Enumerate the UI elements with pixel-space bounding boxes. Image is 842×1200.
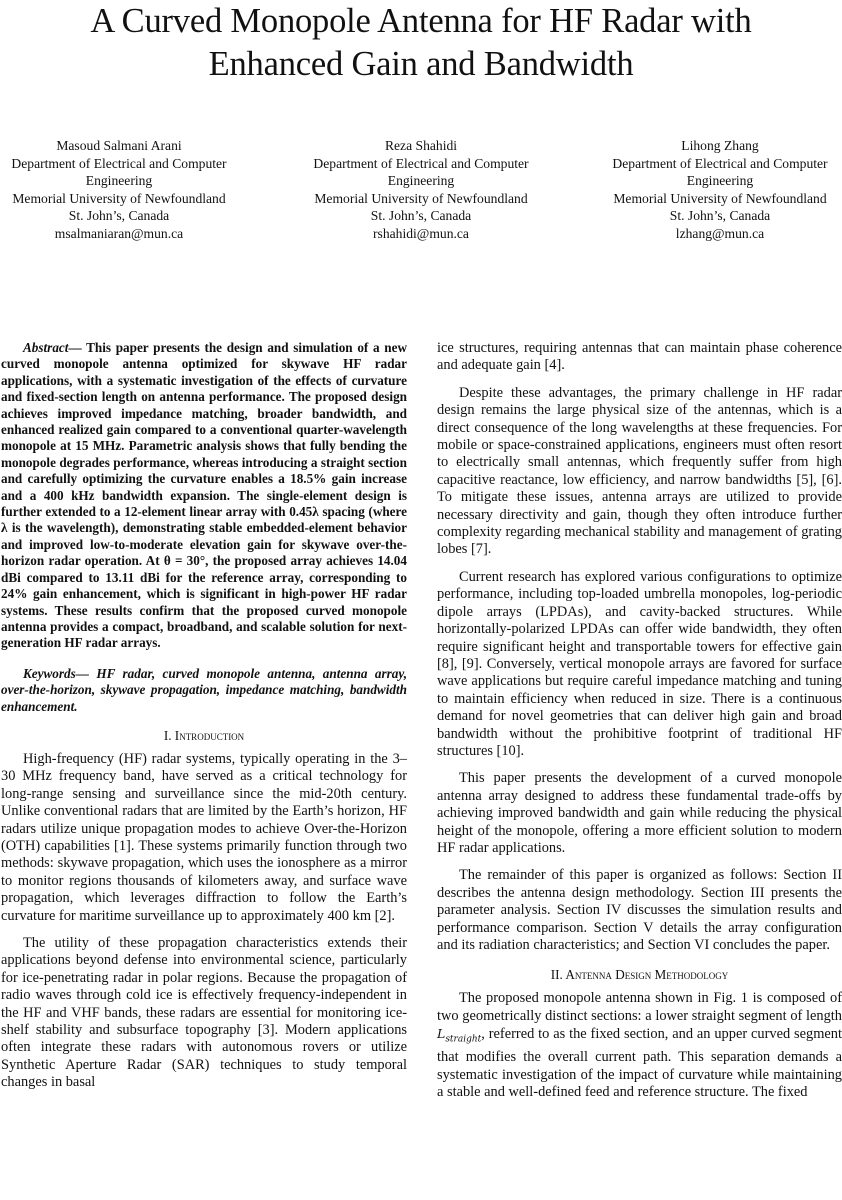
- author-dept-cont: Engineering: [85, 173, 153, 189]
- symbol-subscript: straight: [445, 1034, 482, 1045]
- intro-paragraph-6: The remainder of this paper is organized as follows: Section II describes the antenna design methodology. Section III presents the parameter analysis. Section IV discusses the simulation results and performance comparison. Section V details the array configuration and its radiation characteristics; and Section VI concludes the paper.: [437, 867, 842, 953]
- design-text-a: The proposed monopole antenna shown in Fig. 1 is composed of two geometrically distinct sections: a lower straight segment of length: [437, 990, 842, 1024]
- abstract-dash: —: [68, 340, 87, 355]
- intro-paragraph-5: This paper presents the development of a curved monopole antenna array designed to address these fundamental trade-offs by achieving improved bandwidth and gain while reducing the physical height of the monopole, offering a more efficient solution to modern HF radar applications.: [437, 770, 842, 856]
- author-email: rshahidi@mun.ca: [373, 225, 469, 241]
- author-dept-cont: Engineering: [387, 173, 455, 189]
- left-column: [1, 340, 407, 1092]
- author-email: msalmaniaran@mun.ca: [54, 225, 184, 241]
- author-location: St. John’s, Canada: [669, 208, 771, 224]
- section-heading-introduction: I. Introduction: [163, 727, 245, 743]
- l-straight-symbol: [437, 1026, 482, 1045]
- title-line-1: A Curved Monopole Antenna for HF Radar with: [90, 2, 752, 40]
- intro-paragraph-4: Current research has explored various configurations to optimize performance, including top-loaded umbrella monopoles, log-periodic dipole arrays (LPDAs), and cavity-backed structures. While horizontally-polarized LPDAs can offer wide bandwidth, they often require significant height and transportable towers for effective gain [8], [9]. Conversely, vertical monopole arrays are favored for surface wave applications but require careful impedance matching and tuning to maintain efficiency when reduced in size. There is a continuous demand for novel geometries that can deliver high gain and broad bandwidth without the prohibitive footprint of traditional HF structures [10].: [437, 568, 842, 759]
- author-dept: Department of Electrical and Computer: [612, 155, 828, 171]
- intro-paragraph-3: Despite these advantages, the primary challenge in HF radar design remains the large physical size of the antennas, which is a direct consequence of the long wavelengths at these frequencies. For mobile or space-constrained applications, engineers must often resort to electrically small antennas, which frequently suffer from high capacitive reactance, low efficiency, and narrow bandwidths [5], [6]. To mitigate these issues, antenna arrays are utilized to provide necessary directivity and gain, though they often introduce further complexity regarding mechanical stability and management of grating lobes [7].: [437, 384, 842, 558]
- intro-paragraph-2: The utility of these propagation characteristics extends their applications beyond defense into environmental science, particularly for ice-penetrating radar in polar regions. Because the propagation of radio waves through cold ice is effectively frequency-independent in the HF and VHF bands, these radars are essential for monitoring ice-shelf stability and subsurface topography [3]. Modern applications often integrate these radars with autonomous rovers or utilize Synthetic Aperture Radar (SAR) techniques to study temporal changes in basal: [1, 935, 407, 1091]
- section-heading-design: II. Antenna Design Methodology: [550, 967, 729, 983]
- abstract: [1, 340, 407, 652]
- author-3: [595, 137, 842, 243]
- abstract-text: This paper presents the design and simulation of a new curved monopole antenna optimized for skywave HF radar applications, with a systematic investigation of the effects of curvature and fixed-section length on antenna performance. The proposed design achieves improved impedance matching, broader bandwidth, and enhanced realized gain compared to a conventional quarter-wavelength monopole at 15 MHz. Parametric analysis shows that fully bending the monopole degrades performance, whereas introducing a straight section and carefully optimizing the curvature enables a 18.5% gain increase and a 400 kHz bandwidth expansion. The single-element design is further extended to a 12-element linear array with 0.45λ spacing (where λ is the wavelength), demonstrating stable embedded-element behavior and improved low-to-moderate elevation gain for skywave over-the-horizon radar operation. At θ = 30°, the proposed array achieves 14.04 dBi compared to 13.11 dBi for the reference array, corresponding to 24% gain enhancement, which is significant in high-power HF radar systems. These results confirm that the proposed curved monopole antenna provides a compact, broadband, and scalable solution for next-generation HF radar arrays.: [1, 340, 407, 651]
- paper-title: [0, 0, 842, 86]
- author-university: Memorial University of Newfoundland: [314, 190, 528, 206]
- author-name: Reza Shahidi: [384, 138, 458, 153]
- keywords-text: HF radar, curved monopole antenna, antenna array, over-the-horizon, skywave propagation, impedance matching, bandwidth enhancement.: [1, 665, 408, 714]
- keywords-dash: —: [75, 665, 97, 681]
- author-dept-cont: Engineering: [686, 173, 754, 189]
- author-name: Masoud Salmani Arani: [56, 138, 182, 153]
- title-line-2: Enhanced Gain and Bandwidth: [208, 45, 634, 83]
- author-2: [296, 137, 546, 243]
- author-name: Lihong Zhang: [681, 138, 759, 153]
- author-location: St. John’s, Canada: [68, 208, 170, 224]
- abstract-label: Abstract: [23, 340, 69, 355]
- author-1: [0, 137, 244, 243]
- design-paragraph-1: [437, 990, 842, 1101]
- author-email: lzhang@mun.ca: [675, 225, 765, 241]
- keywords-label: Keywords: [23, 665, 76, 681]
- author-location: St. John’s, Canada: [370, 208, 472, 224]
- author-university: Memorial University of Newfoundland: [12, 190, 226, 206]
- author-block: [0, 137, 842, 247]
- author-university: Memorial University of Newfoundland: [613, 190, 827, 206]
- author-dept: Department of Electrical and Computer: [313, 155, 529, 171]
- design-text-b: , referred to as the fixed section, and an upper curved segment that modifies the overall current path. This separation demands a systematic investigation of the impact of curvature while maintaining a stable and well-defined feed and reference structure. The fixed: [437, 1026, 842, 1100]
- intro-paragraph-1: High-frequency (HF) radar systems, typically operating in the 3–30 MHz frequency band, have served as a critical technology for long-range sensing and surveillance since the mid-20th century. Unlike conventional radars that are limited by the Earth’s horizon, HF radars utilize unique propagation modes to achieve Over-the-Horizon (OTH) capabilities [1]. These systems primarily function through two methods: skywave propagation, which uses the ionosphere as a mirror to monitor regions thousands of kilometers away, and surface wave propagation, which leverages diffraction to follow the Earth’s curvature for maritime surveillance up to approximately 400 km [2].: [1, 750, 407, 924]
- keywords: [1, 666, 407, 715]
- right-column: [437, 340, 842, 1101]
- intro-paragraph-continued: ice structures, requiring antennas that can maintain phase coherence and adequate gain [4].: [437, 340, 842, 374]
- author-dept: Department of Electrical and Computer: [11, 155, 227, 171]
- symbol-main: L: [437, 1026, 446, 1042]
